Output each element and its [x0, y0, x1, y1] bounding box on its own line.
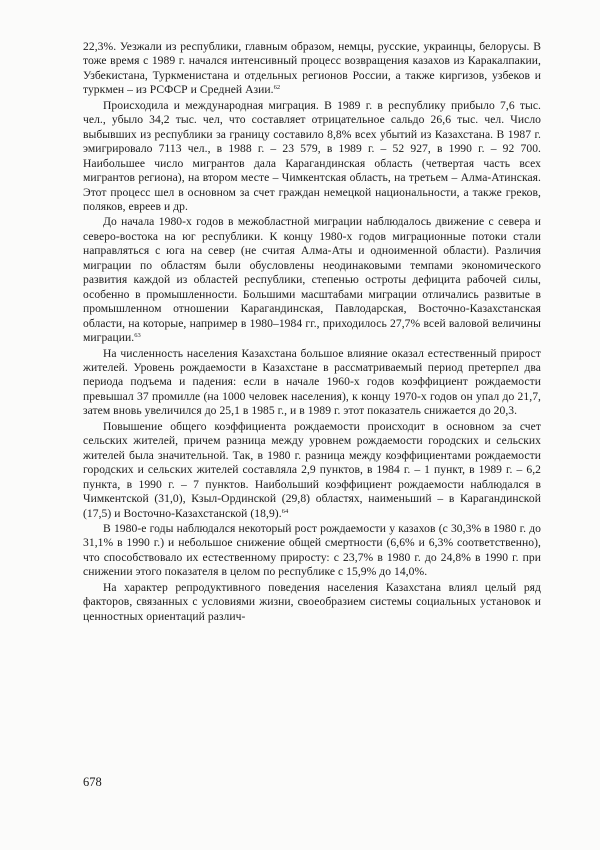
paragraph-text: В 1980-е годы наблюдался некоторый рост рождаемости у казахов (с 30,3% в 1980 г. до 31,1% в 1990 г.) и небольшое снижение общей смертности (6,6% и 6,3% соответственно), что способствовало их естественному приросту: с 23,7% в 1980 г. до 24,8% в 1990 г. при снижении этого показателя в целом по республике с 15,9% до 14,0%. — [83, 521, 541, 579]
body-text — [83, 40, 541, 625]
paragraph-5 — [83, 420, 541, 521]
footnote-ref: 63 — [134, 332, 141, 340]
paragraph-text: 22,3%. Уезжали из республики, главным образом, немцы, русские, украинцы, белорусы. В тоже время с 1989 г. начался интенсивный процесс возвращения казахов из Каракалпакии, Узбекистана, Туркменистана и отдельных регионов России, а также киргизов, узбеков и туркмен – из РСФСР и Средней Азии. — [83, 40, 541, 97]
paragraph-6 — [83, 522, 541, 580]
paragraph-text: На характер репродуктивного поведения населения Казахстана влиял целый ряд факторов, связанных с условиями жизни, своеобразием системы социальных установок и ценностных ориентаций различ- — [83, 580, 541, 623]
paragraph-2 — [83, 99, 541, 215]
footnote-ref: 62 — [273, 84, 281, 92]
paragraph-3 — [83, 215, 541, 345]
footnote-ref: 64 — [281, 507, 289, 515]
paragraph-text: Происходила и международная миграция. В 1989 г. в республику прибыло 7,6 тыс. чел., убыло 34,2 тыс. чел, что составляет отрицательное сальдо 26,6 тыс. чел. Число выбывших из республики за границу составило 8,8% всех убытий из Казахстана. В 1987 г. эмигрировало 7113 чел., в 1988 г. – 23 579, в 1989 г. – 52 927, в 1990 г. – 92 700. Наибольшее число мигрантов дала Карагандинская область (четвертая часть всех мигрантов региона), на втором месте – Чимкентская область, на третьем – Алма-Атинская. Этот процесс шел в основном за счет граждан немецкой национальности, а также греков, поляков, евреев и др. — [83, 98, 541, 213]
page-number: 678 — [83, 775, 102, 789]
paragraph-7 — [83, 581, 541, 624]
paragraph-text: До начала 1980-х годов в межобластной миграции наблюдалось движение с севера и северо-востока на юг республики. К концу 1980-х годов миграционные потоки стали направляться с юга на север (не считая Алма-Аты и одноименной области). Различия миграции по областям были обусловлены неодинаковыми темпами экономического развития каждой из областей республики, степенью остроты дефицита рабочей силы, особенно в промышленности. Большими масштабами миграции отличались развитые в промышленном отношении Карагандинская, Павлодарская, Восточно-Казахстанская области, на которые, например в 1980–1984 гг., приходилось 27,7% всей валовой величины миграции. — [83, 215, 541, 345]
paragraph-text: На численность населения Казахстана большое влияние оказал естественный прирост жителей. Уровень рождаемости в Казахстане в рассматриваемый период претерпел два периода подъема и падения: если в начале 1960-х годов коэффициент рождаемости превышал 37 промилле (на 1000 человек населения), к концу 1970-х годов он упал до 21,7, затем вновь увеличился до 25,1 в 1985 г., и в 1989 г. этот показатель снижается до 20,3. — [83, 346, 541, 418]
paragraph-1 — [83, 40, 541, 98]
paragraph-text: Повышение общего коэффициента рождаемости происходит в основном за счет сельских жителей, причем разница между уровнем рождаемости городских и сельских жителей была значительной. Так, в 1980 г. разница между коэффициентами рождаемости городских и сельских жителей составляла 2,9 пунктов, в 1984 г. – 1 пункт, в 1989 г. – 6,2 пункта, в 1990 г. – 7 пунктов. Наибольший коэффициент рождаемости наблюдался в Чимкентской (31,0), Кзыл-Ординской (29,8) областях, наименьший – в Карагандинской (17,5) и Восточно-Казахстанской (18,9). — [83, 419, 541, 520]
paragraph-4 — [83, 347, 541, 419]
